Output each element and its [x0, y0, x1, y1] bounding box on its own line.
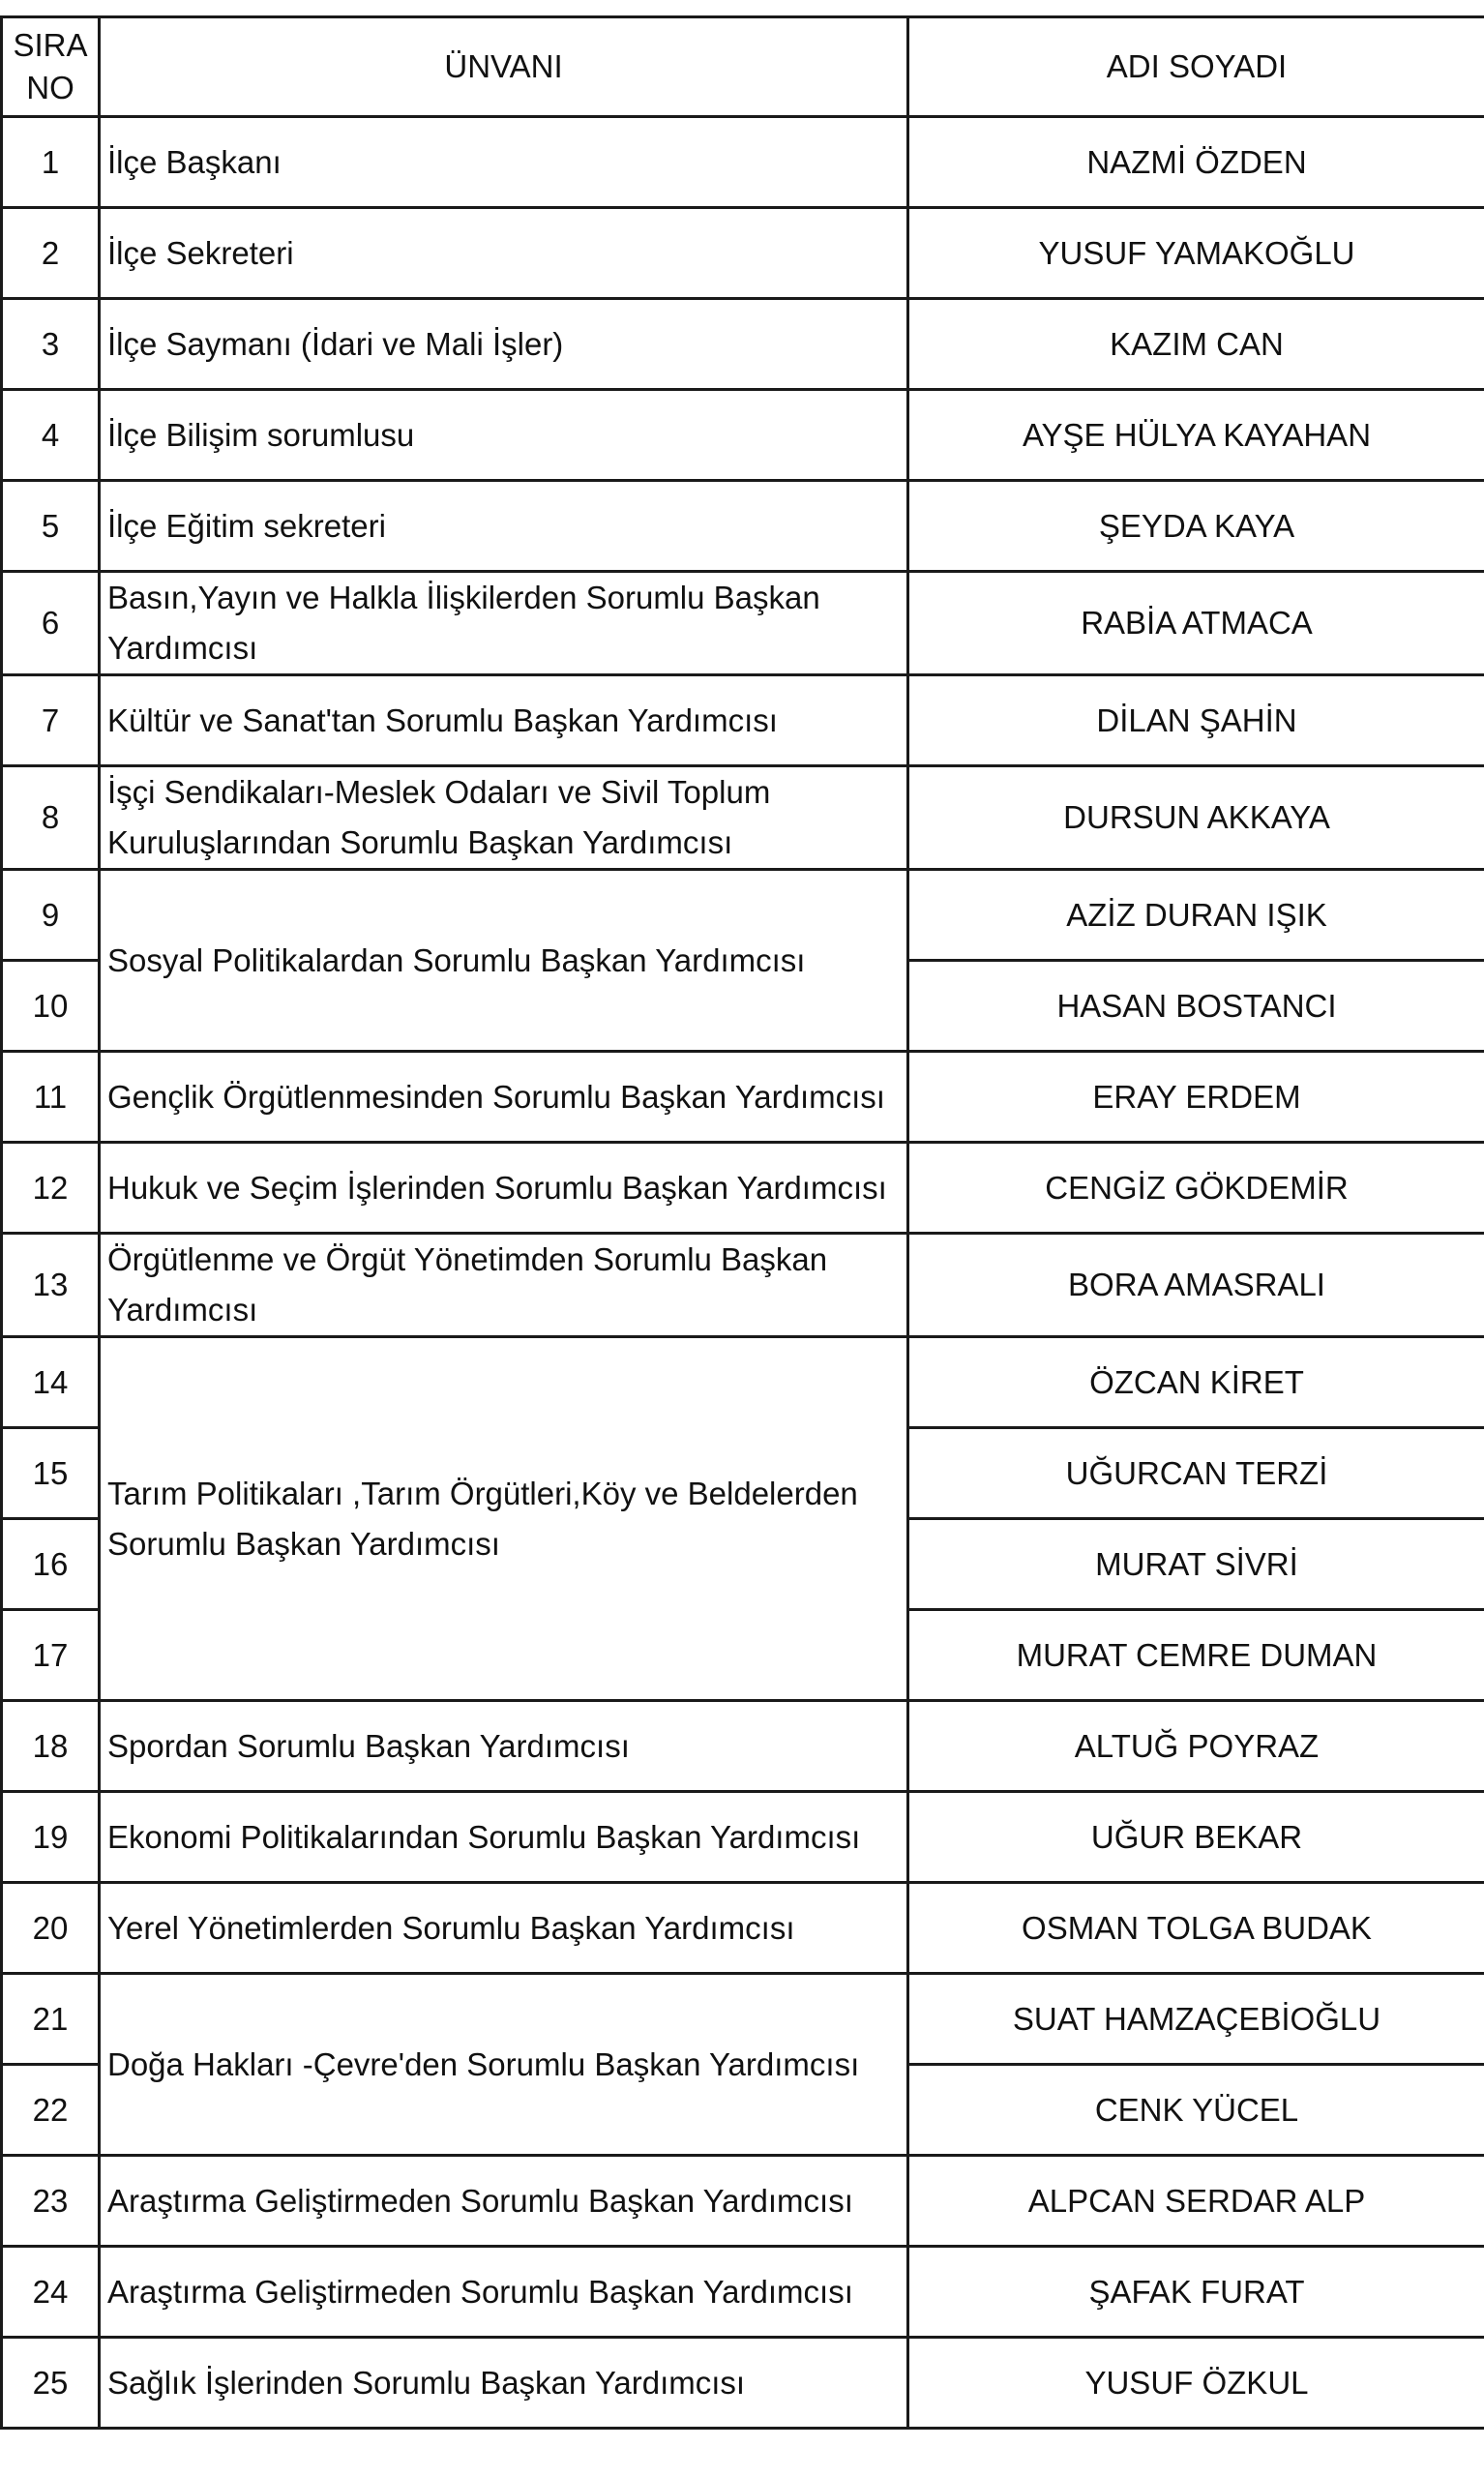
table-row [2, 208, 1484, 299]
title-cell[interactable]: İlçe Eğitim sekreteri [100, 481, 908, 572]
header-adi-soyadi[interactable]: ADI SOYADI [908, 17, 1484, 117]
row-number-cell[interactable]: 25 [2, 2338, 100, 2429]
row-number-cell[interactable]: 7 [2, 675, 100, 766]
title-cell[interactable]: İşçi Sendikaları-Meslek Odaları ve Sivil Toplum Kuruluşlarından Sorumlu Başkan Yardımcısı [100, 766, 908, 870]
row-number-cell[interactable]: 4 [2, 390, 100, 481]
title-cell[interactable]: Spordan Sorumlu Başkan Yardımcısı [100, 1701, 908, 1792]
table-row [2, 1143, 1484, 1234]
row-number-cell[interactable]: 11 [2, 1052, 100, 1143]
row-number-cell[interactable]: 5 [2, 481, 100, 572]
row-number-cell[interactable]: 8 [2, 766, 100, 870]
title-cell-merged[interactable]: Sosyal Politikalardan Sorumlu Başkan Yardımcısı [100, 870, 908, 1052]
name-cell[interactable]: NAZMİ ÖZDEN [908, 117, 1484, 208]
name-cell[interactable]: YUSUF YAMAKOĞLU [908, 208, 1484, 299]
row-number-cell[interactable]: 14 [2, 1337, 100, 1428]
table-row [2, 2247, 1484, 2338]
table-row [2, 572, 1484, 675]
header-row [2, 17, 1484, 117]
row-number-cell[interactable]: 15 [2, 1428, 100, 1519]
name-cell[interactable]: CENK YÜCEL [908, 2065, 1484, 2156]
row-number-cell[interactable]: 1 [2, 117, 100, 208]
table-row [2, 2156, 1484, 2247]
row-number-cell[interactable]: 3 [2, 299, 100, 390]
row-number-cell[interactable]: 18 [2, 1701, 100, 1792]
name-cell[interactable]: UĞUR BEKAR [908, 1792, 1484, 1883]
title-cell[interactable]: Sağlık İşlerinden Sorumlu Başkan Yardımcısı [100, 2338, 908, 2429]
table-row [2, 675, 1484, 766]
title-cell-merged[interactable]: Tarım Politikaları ,Tarım Örgütleri,Köy ve Beldelerden Sorumlu Başkan Yardımcısı [100, 1337, 908, 1701]
title-cell[interactable]: Araştırma Geliştirmeden Sorumlu Başkan Yardımcısı [100, 2247, 908, 2338]
row-number-cell[interactable]: 21 [2, 1974, 100, 2065]
name-cell[interactable]: SUAT HAMZAÇEBİOĞLU [908, 1974, 1484, 2065]
name-cell[interactable]: YUSUF ÖZKUL [908, 2338, 1484, 2429]
name-cell[interactable]: ÖZCAN KİRET [908, 1337, 1484, 1428]
row-number-cell[interactable]: 23 [2, 2156, 100, 2247]
title-cell[interactable]: İlçe Bilişim sorumlusu [100, 390, 908, 481]
row-number-cell[interactable]: 10 [2, 961, 100, 1052]
members-table [0, 15, 1484, 2430]
row-number-cell[interactable]: 20 [2, 1883, 100, 1974]
title-cell[interactable]: Kültür ve Sanat'tan Sorumlu Başkan Yardımcısı [100, 675, 908, 766]
name-cell[interactable]: ALPCAN SERDAR ALP [908, 2156, 1484, 2247]
spreadsheet-sheet [0, 15, 1484, 2430]
table-row [2, 1234, 1484, 1337]
title-cell[interactable]: İlçe Saymanı (İdari ve Mali İşler) [100, 299, 908, 390]
name-cell[interactable]: DİLAN ŞAHİN [908, 675, 1484, 766]
row-number-cell[interactable]: 24 [2, 2247, 100, 2338]
row-number-cell[interactable]: 19 [2, 1792, 100, 1883]
title-cell[interactable]: Hukuk ve Seçim İşlerinden Sorumlu Başkan Yardımcısı [100, 1143, 908, 1234]
name-cell[interactable]: RABİA ATMACA [908, 572, 1484, 675]
table-row [2, 390, 1484, 481]
header-sira-no[interactable]: SIRA NO [2, 17, 100, 117]
table-row [2, 2338, 1484, 2429]
header-unvani[interactable]: ÜNVANI [100, 17, 908, 117]
table-row [2, 299, 1484, 390]
table-row [2, 766, 1484, 870]
title-cell[interactable]: Yerel Yönetimlerden Sorumlu Başkan Yardımcısı [100, 1883, 908, 1974]
table-row [2, 870, 1484, 961]
row-number-cell[interactable]: 17 [2, 1610, 100, 1701]
table-row [2, 1883, 1484, 1974]
name-cell[interactable]: ERAY ERDEM [908, 1052, 1484, 1143]
row-number-cell[interactable]: 12 [2, 1143, 100, 1234]
title-cell[interactable]: İlçe Başkanı [100, 117, 908, 208]
table-row [2, 1701, 1484, 1792]
name-cell[interactable]: ŞEYDA KAYA [908, 481, 1484, 572]
row-number-cell[interactable]: 16 [2, 1519, 100, 1610]
table-row [2, 117, 1484, 208]
name-cell[interactable]: MURAT SİVRİ [908, 1519, 1484, 1610]
name-cell[interactable]: KAZIM CAN [908, 299, 1484, 390]
name-cell[interactable]: DURSUN AKKAYA [908, 766, 1484, 870]
table-row [2, 1337, 1484, 1428]
name-cell[interactable]: ALTUĞ POYRAZ [908, 1701, 1484, 1792]
name-cell[interactable]: AZİZ DURAN IŞIK [908, 870, 1484, 961]
row-number-cell[interactable]: 13 [2, 1234, 100, 1337]
name-cell[interactable]: HASAN BOSTANCI [908, 961, 1484, 1052]
title-cell[interactable]: Gençlik Örgütlenmesinden Sorumlu Başkan Yardımcısı [100, 1052, 908, 1143]
name-cell[interactable]: AYŞE HÜLYA KAYAHAN [908, 390, 1484, 481]
table-row [2, 481, 1484, 572]
title-cell-merged[interactable]: Doğa Hakları -Çevre'den Sorumlu Başkan Yardımcısı [100, 1974, 908, 2156]
row-number-cell[interactable]: 6 [2, 572, 100, 675]
row-number-cell[interactable]: 9 [2, 870, 100, 961]
row-number-cell[interactable]: 2 [2, 208, 100, 299]
name-cell[interactable]: MURAT CEMRE DUMAN [908, 1610, 1484, 1701]
title-cell[interactable]: Araştırma Geliştirmeden Sorumlu Başkan Yardımcısı [100, 2156, 908, 2247]
table-row [2, 1974, 1484, 2065]
row-number-cell[interactable]: 22 [2, 2065, 100, 2156]
title-cell[interactable]: Ekonomi Politikalarından Sorumlu Başkan Yardımcısı [100, 1792, 908, 1883]
title-cell[interactable]: İlçe Sekreteri [100, 208, 908, 299]
table-row [2, 1792, 1484, 1883]
title-cell[interactable]: Örgütlenme ve Örgüt Yönetimden Sorumlu Başkan Yardımcısı [100, 1234, 908, 1337]
name-cell[interactable]: ŞAFAK FURAT [908, 2247, 1484, 2338]
name-cell[interactable]: UĞURCAN TERZİ [908, 1428, 1484, 1519]
name-cell[interactable]: BORA AMASRALI [908, 1234, 1484, 1337]
name-cell[interactable]: OSMAN TOLGA BUDAK [908, 1883, 1484, 1974]
title-cell[interactable]: Basın,Yayın ve Halkla İlişkilerden Sorumlu Başkan Yardımcısı [100, 572, 908, 675]
table-row [2, 1052, 1484, 1143]
name-cell[interactable]: CENGİZ GÖKDEMİR [908, 1143, 1484, 1234]
